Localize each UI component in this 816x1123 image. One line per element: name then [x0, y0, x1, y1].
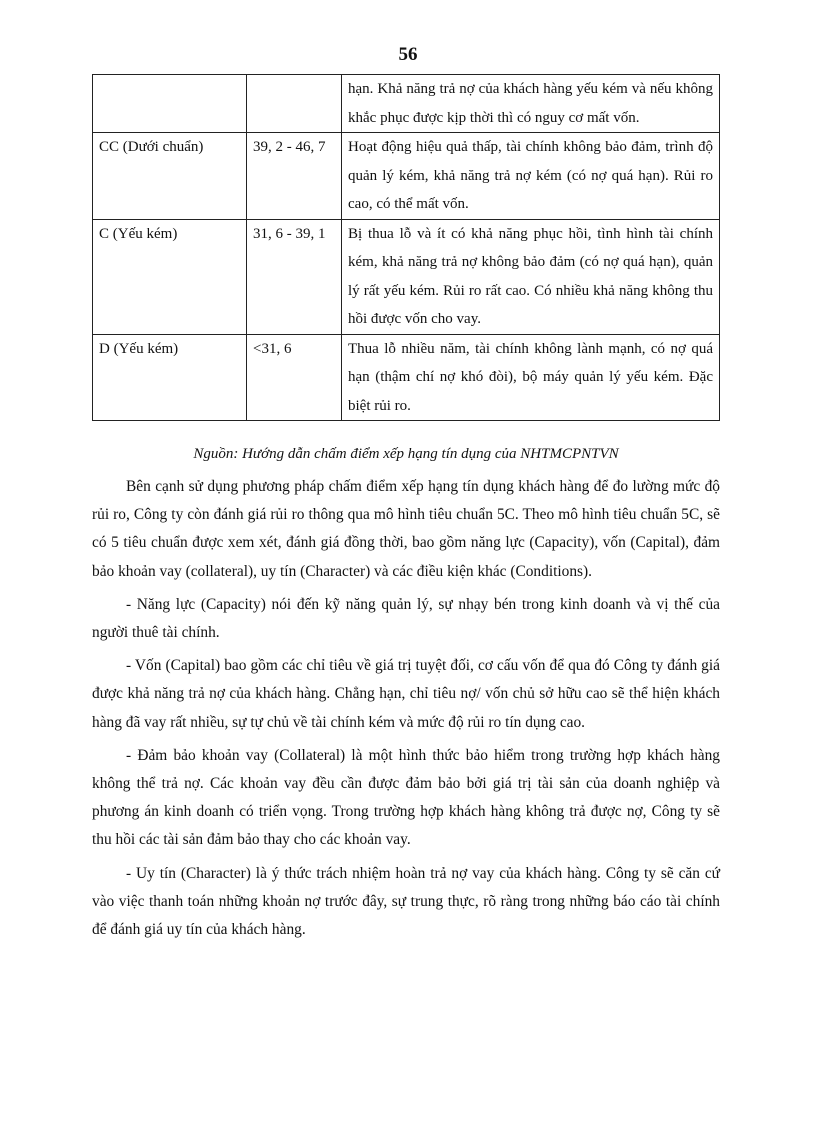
- description-cell: Hoạt động hiệu quả thấp, tài chính không bảo đảm, trình độ quản lý kém, khả năng trả nợ kém (có nợ quá hạn). Rủi ro cao, có thể mất vốn.: [342, 133, 720, 220]
- description-cell: Bị thua lỗ và ít có khả năng phục hồi, tình hình tài chính kém, khả năng trả nợ không bảo đảm (có nợ quá hạn), quản lý rất yếu kém. Rủi ro rất cao. Có nhiều khả năng không thu hồi được vốn cho vay.: [342, 219, 720, 334]
- score-cell: 39, 2 - 46, 7: [247, 133, 342, 220]
- rank-cell: [93, 75, 247, 133]
- rank-cell: D (Yếu kém): [93, 334, 247, 421]
- table-source-caption: Nguồn: Hướng dẫn chấm điểm xếp hạng tín dụng của NHTMCPNTVN: [193, 446, 619, 462]
- credit-rating-table: [92, 74, 720, 421]
- paragraph: - Năng lực (Capacity) nói đến kỹ năng quản lý, sự nhạy bén trong kinh doanh và vị thế của người thuê tài chính.: [92, 595, 720, 642]
- score-cell: 31, 6 - 39, 1: [247, 219, 342, 334]
- table-row: [93, 334, 720, 421]
- score-cell: [247, 75, 342, 133]
- score-cell: <31, 6: [247, 334, 342, 421]
- rank-cell: C (Yếu kém): [93, 219, 247, 334]
- paragraph: - Uy tín (Character) là ý thức trách nhiệm hoàn trả nợ vay của khách hàng. Công ty sẽ căn cứ vào việc thanh toán những khoản nợ trước đây, sự trung thực, rõ ràng trong những báo cáo tài chính để đánh giá uy tín của khách hàng.: [92, 864, 720, 939]
- rank-cell: CC (Dưới chuẩn): [93, 133, 247, 220]
- paragraph: - Đảm bảo khoản vay (Collateral) là một hình thức bảo hiểm trong trường hợp khách hàng không thể trả nợ. Các khoản vay đều cần được đảm bảo bởi giá trị tài sản của doanh nghiệp và phương án kinh doanh có triển vọng. Trong trường hợp khách hàng không trả được nợ, Công ty sẽ thu hồi các tài sản đảm bảo thay cho các khoản vay.: [92, 746, 720, 849]
- table-row: [93, 75, 720, 133]
- description-cell: Thua lỗ nhiều năm, tài chính không lành mạnh, có nợ quá hạn (thậm chí nợ khó đòi), bộ máy quản lý yếu kém. Đặc biệt rủi ro.: [342, 334, 720, 421]
- page-number: 56: [398, 44, 418, 65]
- paragraph: - Vốn (Capital) bao gồm các chỉ tiêu về giá trị tuyệt đối, cơ cấu vốn để qua đó Công ty đánh giá được khả năng trả nợ của khách hàng. Chẳng hạn, chỉ tiêu nợ/ vốn chủ sở hữu cao sẽ thể hiện khách hàng đã vay rất nhiều, sự tự chủ về tài chính kém và mức độ rủi ro tín dụng cao.: [92, 657, 720, 731]
- table-row: [93, 219, 720, 334]
- paragraph: Bên cạnh sử dụng phương pháp chấm điểm xếp hạng tín dụng khách hàng để đo lường mức độ rủi ro, Công ty còn đánh giá rủi ro thông qua mô hình tiêu chuẩn 5C. Theo mô hình tiêu chuẩn 5C, sẽ có 5 tiêu chuẩn được xem xét, đánh giá đồng thời, bao gồm năng lực (Capacity), vốn (Capital), đảm bảo khoản vay (collateral), uy tín (Character) và các điều kiện khác (Conditions).: [92, 478, 720, 580]
- description-cell: hạn. Khả năng trả nợ của khách hàng yếu kém và nếu không khắc phục được kịp thời thì có nguy cơ mất vốn.: [342, 75, 720, 133]
- body-text: [92, 473, 720, 949]
- table-row: [93, 133, 720, 220]
